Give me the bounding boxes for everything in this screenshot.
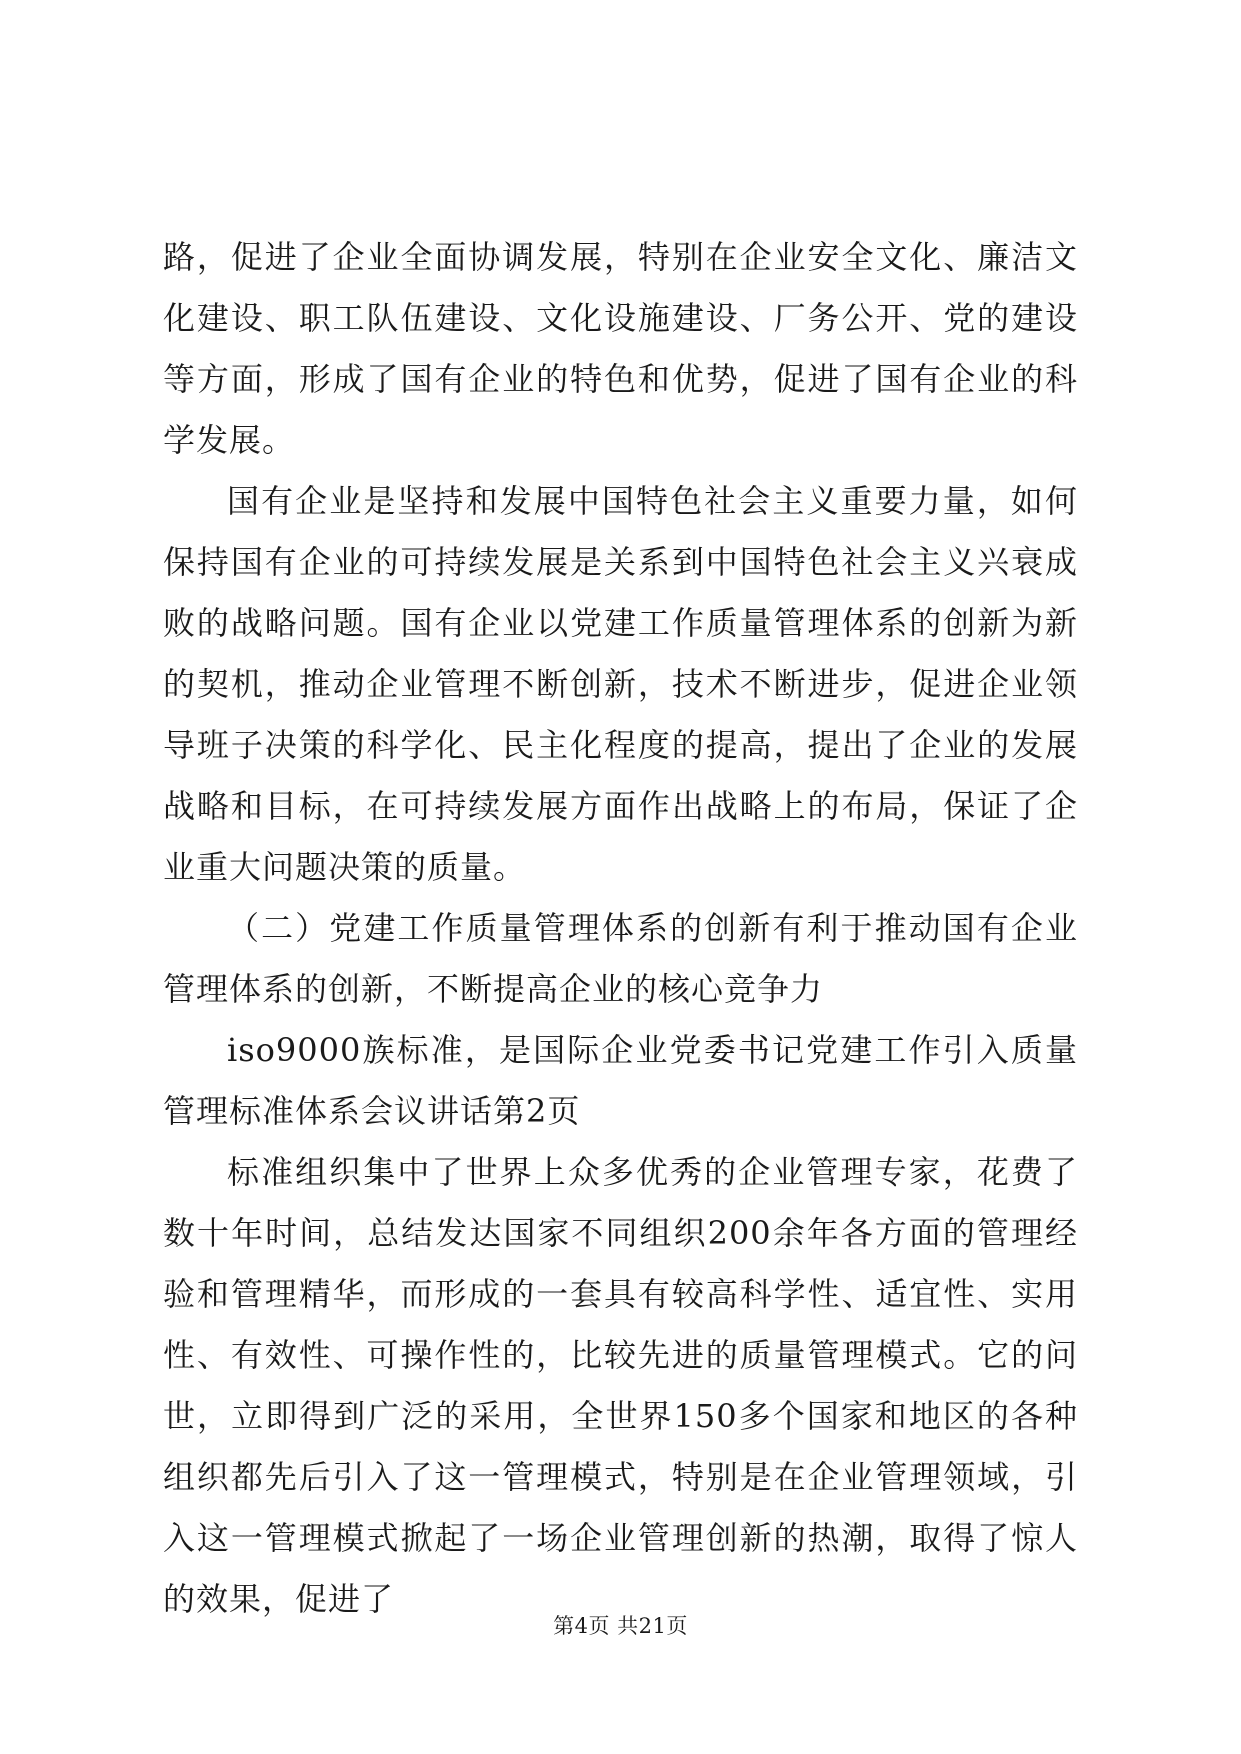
paragraph-iso-title: iso9000族标准，是国际企业党委书记党建工作引入质量管理标准体系会议讲话第2页 — [163, 1031, 1078, 1130]
paragraph-state-enterprise: 国有企业是坚持和发展中国特色社会主义重要力量，如何保持国有企业的可持续发展是关系到中国特色社会主义兴衰成败的战略问题。国有企业以党建工作质量管理体系的创新为新的契机，推动企业管理不断创新，技术不断进步，促进企业领导班子决策的科学化、民主化程度的提高，提出了企业的发展战略和目标，在可持续发展方面作出战略上的布局，保证了企业重大问题决策的质量。 — [163, 482, 1078, 886]
page-footer: 第4页 共21页 — [553, 1614, 688, 1638]
document-body — [163, 227, 1078, 1630]
section-heading: （二）党建工作质量管理体系的创新有利于推动国有企业管理体系的创新，不断提高企业的核心竞争力 — [163, 909, 1078, 1008]
paragraph-continuation: 路，促进了企业全面协调发展，特别在企业安全文化、廉洁文化建设、职工队伍建设、文化设施建设、厂务公开、党的建设等方面，形成了国有企业的特色和优势，促进了国有企业的科学发展。 — [163, 238, 1078, 459]
paragraph-standard-organization: 标准组织集中了世界上众多优秀的企业管理专家，花费了数十年时间，总结发达国家不同组织200余年各方面的管理经验和管理精华，而形成的一套具有较高科学性、适宜性、实用性、有效性、可操作性的，比较先进的质量管理模式。它的问世，立即得到广泛的采用，全世界150多个国家和地区的各种组织都先后引入了这一管理模式，特别是在企业管理领域，引入这一管理模式掀起了一场企业管理创新的热潮，取得了惊人的效果，促进了 — [163, 1153, 1078, 1618]
